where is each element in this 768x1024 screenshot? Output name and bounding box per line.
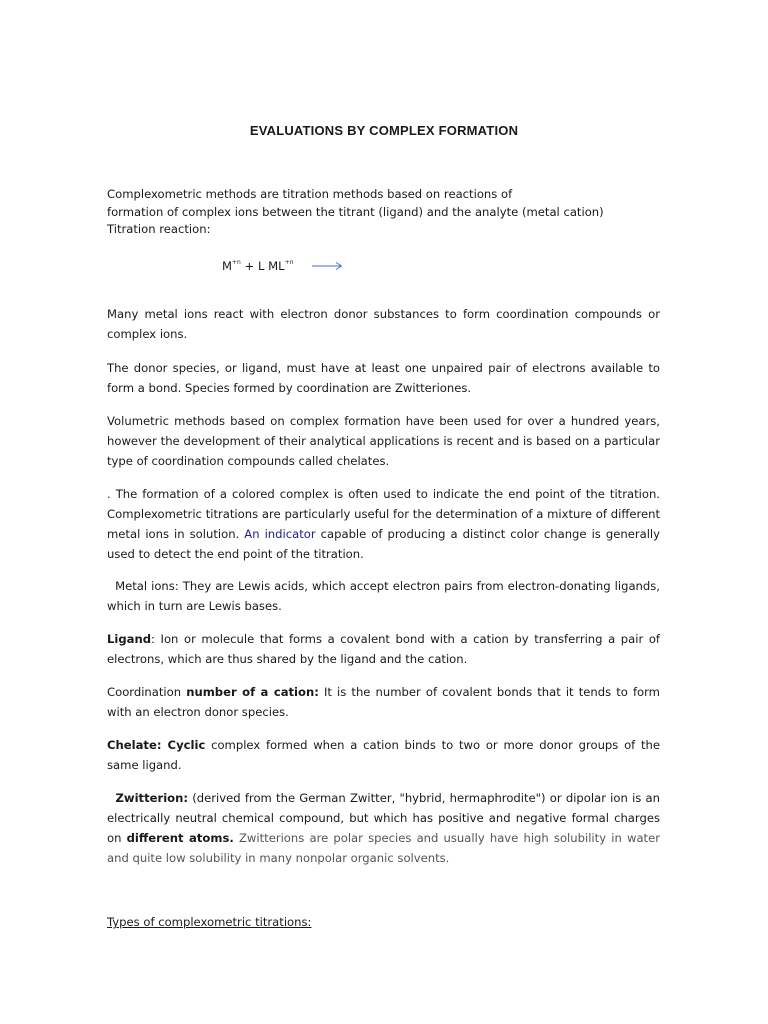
paragraph-zwitterion-definition: [107, 788, 664, 868]
paragraph-chelate-definition: [107, 735, 660, 775]
intro-line-1: Complexometric methods are titration methods based on reactions of: [107, 187, 513, 201]
ligand-term: Ligand: [107, 632, 152, 646]
reaction-arrow-icon: [311, 261, 343, 271]
colored-complex-text-before: . The formation of a colored complex is often used to indicate the end point of the titration. Complexometric titrations are particularly useful for the determination of a mixture of different metal ions in solution.: [107, 487, 660, 541]
ligand-definition-text: : Ion or molecule that forms a covalent bond with a cation by transferring a pair of electrons, which are thus shared by the ligand and the cation.: [107, 632, 660, 666]
section-heading-types: Types of complexometric titrations:: [107, 915, 312, 929]
coordination-lead: Coordination: [107, 685, 187, 699]
paragraph-ligand-definition: [107, 629, 660, 669]
paragraph-volumetric-methods: Volumetric methods based on complex formation have been used for over a hundred years, however the development of their analytical applications is recent and is based on a particular type of coordination compounds called chelates.: [107, 414, 660, 468]
paragraph-colored-complex: [107, 484, 660, 564]
chelate-term: Chelate: Cyclic: [107, 738, 206, 752]
chelate-definition-text: complex formed when a cation binds to two or more donor groups of the same ligand.: [107, 738, 661, 772]
titration-reaction: [222, 256, 293, 276]
coordination-number-term: number of a cation:: [186, 685, 319, 699]
reaction-middle: + L ML: [240, 259, 285, 273]
zwitterion-definition-text: (derived from the German Zwitter, "hybrid, hermaphrodite") or dipolar ion is an electrically neutral chemical compound, but which has positive and negative formal charges on: [107, 791, 664, 845]
reaction-complex-charge: +n: [284, 259, 294, 266]
reaction-metal-charge: +n: [232, 259, 241, 266]
paragraph-coordination-number: [107, 682, 660, 722]
different-atoms-term: different atoms.: [126, 831, 234, 845]
intro-block: [107, 186, 667, 239]
intro-line-3: Titration reaction:: [107, 222, 211, 236]
zwitterion-term: Zwitterion:: [115, 791, 189, 805]
coordination-number-text: It is the number of covalent bonds that it tends to form with an electron donor species.: [107, 685, 660, 719]
document-title: EVALUATIONS BY COMPLEX FORMATION: [249, 123, 519, 138]
zwitterion-solubility-text: Zwitterions are polar species and usually have high solubility in water and quite low solubility in many nonpolar organic solvents.: [107, 831, 664, 865]
paragraph-donor-species: The donor species, or ligand, must have at least one unpaired pair of electrons available to form a bond. Species formed by coordination are Zwitteriones.: [107, 361, 660, 395]
reaction-metal: M: [222, 259, 233, 273]
colored-complex-text-after: capable of producing a distinct color change is generally used to detect the end point of the titration.: [107, 527, 661, 561]
paragraph-metal-ions-definition: Metal ions: They are Lewis acids, which accept electron pairs from electron-donating ligands, which in turn are Lewis bases.: [107, 579, 664, 613]
indicator-link[interactable]: An indicator: [244, 527, 316, 541]
paragraph-metal-ions-react: Many metal ions react with electron donor substances to form coordination compounds or complex ions.: [107, 307, 660, 341]
intro-line-2: formation of complex ions between the titrant (ligand) and the analyte (metal cation): [107, 204, 604, 219]
